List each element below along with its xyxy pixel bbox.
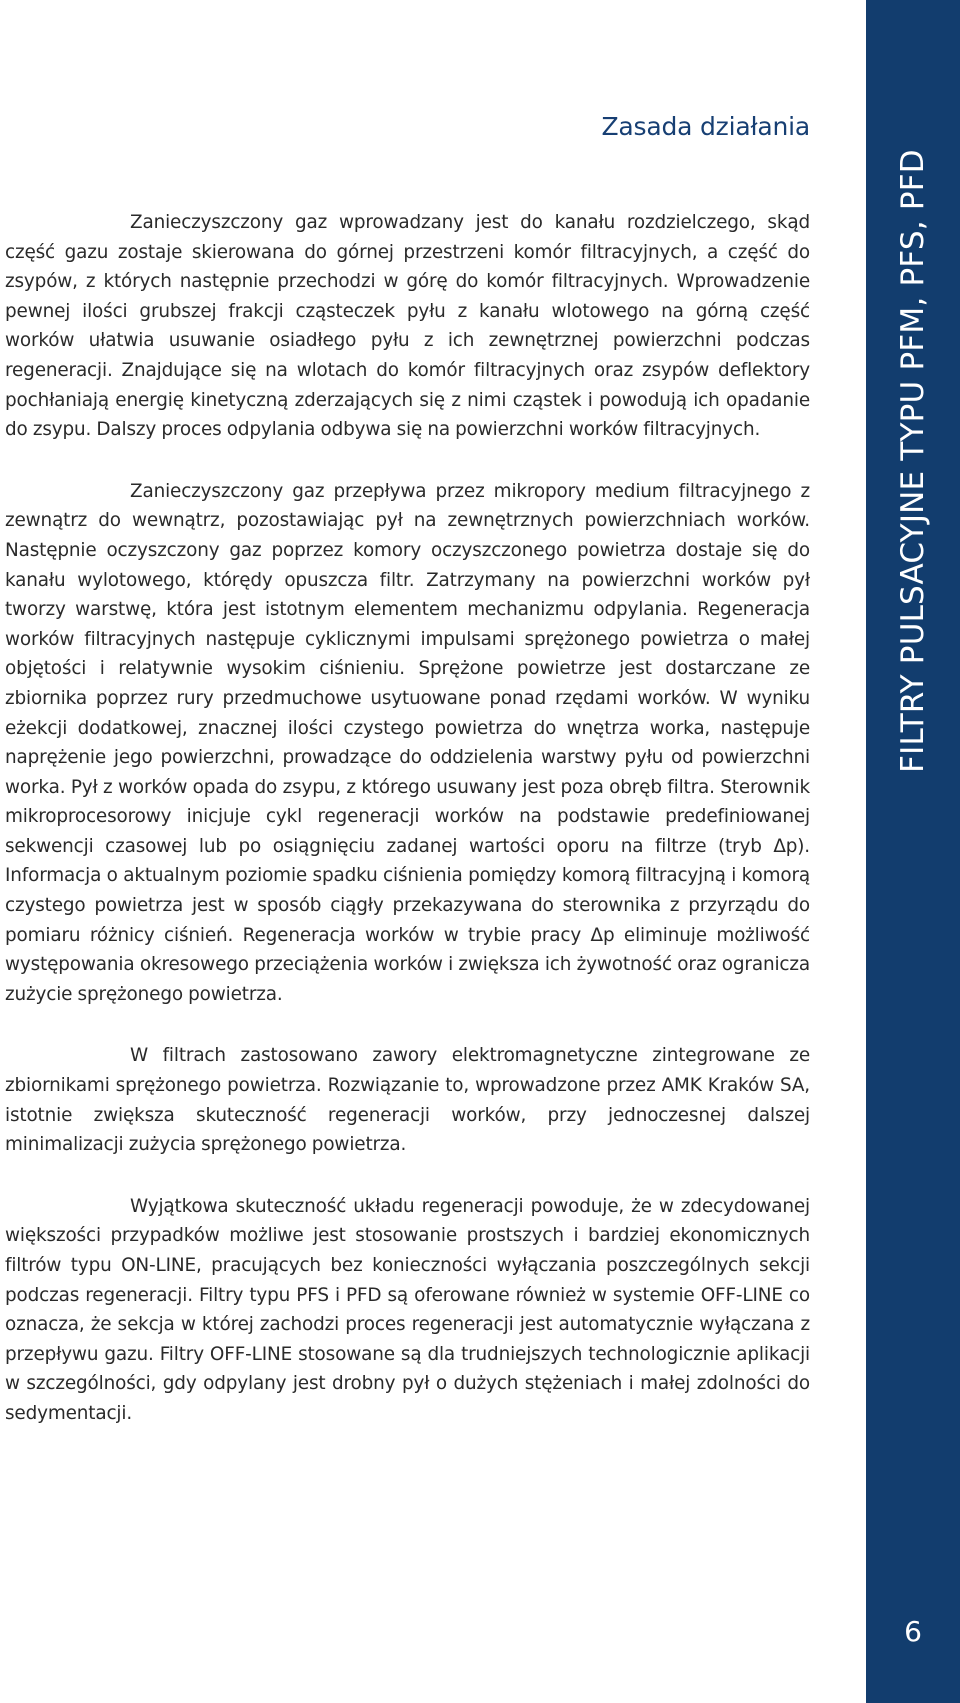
paragraph-2: Zanieczyszczony gaz przepływa przez mikropory medium filtracyjnego z zewnątrz do wewnątrz, pozostawiając pył na zewnętrznych powierzchniach worków. Następnie oczyszczony gaz poprzez komory oczyszczonego powietrza dostaje się do kanału wylotowego, którędy opuszcza filtr. Zatrzymany na powierzchni worków pył tworzy warstwę, która jest istotnym elementem mechanizmu odpylania. Regeneracja worków filtracyjnych następuje cyklicznymi impulsami sprężonego powietrza o małej objętości i relatywnie wysokim ciśnieniu. Sprężone powietrze jest dostarczane ze zbiornika poprzez rury przedmuchowe usytuowane ponad rzędami worków. W wyniku eżekcji dodatkowej, znacznej ilości czystego powietrza do wnętrza worka, następuje naprężenie jego powierzchni, prowadzące do oddzielenia warstwy pyłu od powierzchni worka. Pył z worków opada do zsypu, z którego usuwany jest poza obręb filtra. Sterownik mikroprocesorowy inicjuje cykl regeneracji worków na podstawie predefiniowanej sekwencji czasowej lub po osiągnięciu zadanej wartości oporu na filtrze (tryb Δp). Informacja o aktualnym poziomie spadku ciśnienia pomiędzy komorą filtracyjną i komorą czystego powietrza jest w sposób ciągły przekazywana do sterownika z przyrządu do pomiaru różnicy ciśnień. Regeneracja worków w trybie pracy Δp eliminuje możliwość występowania okresowego przeciążenia worków i zwiększa ich żywotność oraz ogranicza zużycie sprężonego powietrza. bbox=[5, 480, 810, 1005]
section-heading: Zasada działania bbox=[601, 112, 810, 141]
paragraph-3: W filtrach zastosowano zawory elektromagnetyczne zintegrowane ze zbiornikami sprężonego powietrza. Rozwiązanie to, wprowadzone przez AMK Kraków SA, istotnie zwiększa skuteczność regeneracji worków, przy jednoczesnej dalszej minimalizacji zużycia sprężonego powietrza. bbox=[5, 1045, 810, 1156]
page-content bbox=[5, 0, 810, 1703]
page-number: 6 bbox=[904, 1615, 922, 1648]
sidebar-title: FILTRY PULSACYJNE TYPU PFM, PFS, PFD bbox=[895, 149, 931, 773]
sidebar-band bbox=[866, 0, 960, 1703]
paragraph-4: Wyjątkowa skuteczność układu regeneracji powoduje, że w zdecydowanej większości przypadków możliwe jest stosowanie prostszych i bardziej ekonomicznych filtrów typu ON-LINE, pracujących bez konieczności wyłączania poszczególnych sekcji podczas regeneracji. Filtry typu PFS i PFD są oferowane również w systemie OFF-LINE co oznacza, że sekcja w której zachodzi proces regeneracji jest automatycznie wyłączana z przepływu gazu. Filtry OFF-LINE stosowane są dla trudniejszych technologicznie aplikacji w szczególności, gdy odpylany jest drobny pył o dużych stężeniach i małej zdolności do sedymentacji. bbox=[5, 1195, 810, 1424]
paragraph-1: Zanieczyszczony gaz wprowadzany jest do kanału rozdzielczego, skąd część gazu zostaje skierowana do górnej przestrzeni komór filtracyjnych, a część do zsypów, z których następnie przechodzi w górę do komór filtracyjnych. Wprowadzenie pewnej ilości grubszej frakcji cząsteczek pyłu z kanału wlotowego na górną część worków ułatwia usuwanie osiadłego pyłu z ich zewnętrznej powierzchni podczas regeneracji. Znajdujące się na wlotach do komór filtracyjnych oraz zsypów deflektory pochłaniają energię kinetyczną zderzających się z nimi cząstek i powodują ich opadanie do zsypu. Dalszy proces odpylania odbywa się na powierzchni worków filtracyjnych. bbox=[5, 212, 810, 441]
body-text bbox=[5, 208, 810, 1461]
